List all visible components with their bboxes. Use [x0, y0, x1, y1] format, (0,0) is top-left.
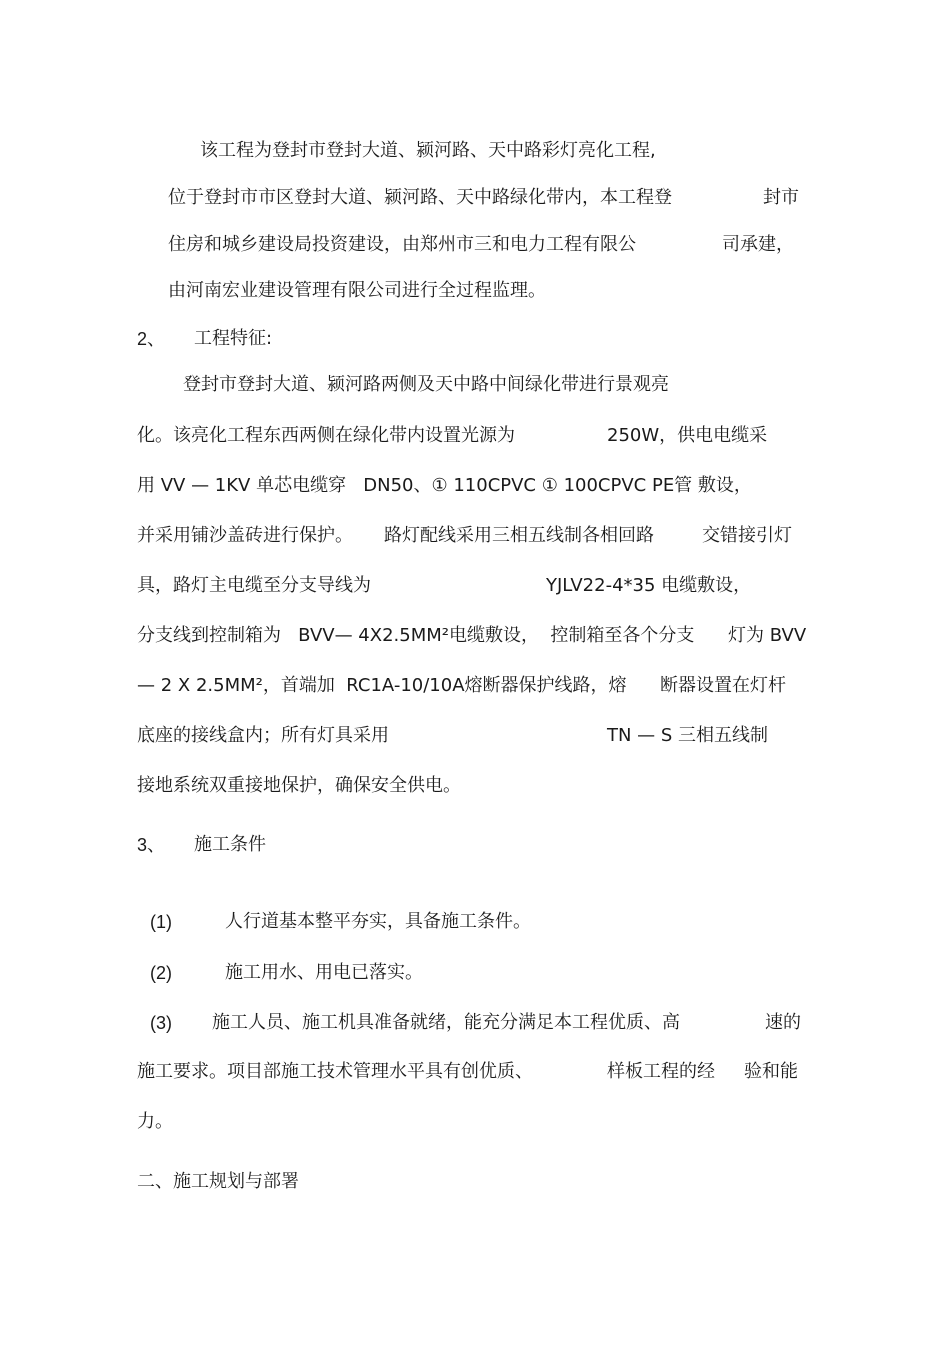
chapter-heading: 二、施工规划与部署: [137, 1171, 299, 1192]
section2-line-4-tail: 交错接引灯: [702, 525, 792, 546]
section2-line-2-tail: 250W，供电电缆采: [607, 425, 768, 446]
section2-line-4: 并采用铺沙盖砖进行保护。: [137, 525, 353, 546]
intro-line-1: 该工程为登封市登封大道、颍河路、天中路彩灯亮化工程,: [200, 140, 656, 161]
list-item-label: (3): [150, 1013, 172, 1033]
section2-line-4-mid: 路灯配线采用三相五线制各相回路: [384, 525, 654, 546]
section2-line-3: 用 VV — 1KV 单芯电缆穿 DN50、① 110CPVC ① 100CPVC PE管 敷设，: [137, 475, 752, 496]
intro-line-2: 位于登封市市区登封大道、颍河路、天中路绿化带内，本工程登: [168, 187, 672, 208]
section-number: 2、: [137, 329, 166, 349]
section3-line-1-mid: 样板工程的经: [607, 1061, 715, 1082]
section2-line-9: 接地系统双重接地保护，确保安全供电。: [137, 775, 461, 796]
list-item-label: (1): [150, 912, 172, 932]
intro-line-3-tail: 司承建，: [722, 234, 794, 255]
section2-line-2: 化。该亮化工程东西两侧在绿化带内设置光源为: [137, 425, 515, 446]
section2-line-6: 分支线到控制箱为 BVV— 4X2.5MM²电缆敷设， 控制箱至各个分支: [137, 625, 695, 646]
list-item-text-tail: 速的: [765, 1012, 801, 1033]
list-item-text: 施工人员、施工机具准备就绪，能充分满足本工程优质、高: [212, 1012, 680, 1033]
intro-line-2-tail: 封市: [763, 187, 799, 208]
section2-line-1: 登封市登封大道、颍河路两侧及天中路中间绿化带进行景观亮: [183, 374, 669, 395]
section-heading: 施工条件: [194, 834, 266, 855]
section-number: 3、: [137, 835, 166, 855]
section3-line-1-tail: 验和能: [744, 1061, 798, 1082]
list-item-text: 人行道基本整平夯实，具备施工条件。: [225, 911, 531, 932]
section2-line-6-tail: 灯为 BVV: [728, 625, 807, 646]
section2-line-8-tail: TN — S 三相五线制: [607, 725, 769, 746]
section-heading: 工程特征:: [194, 328, 273, 349]
section2-line-5: 具，路灯主电缆至分支导线为: [137, 575, 371, 596]
section3-line-2: 力。: [137, 1111, 173, 1132]
list-item-text: 施工用水、用电已落实。: [225, 962, 423, 983]
intro-line-4: 由河南宏业建设管理有限公司进行全过程监理。: [168, 280, 546, 301]
section2-line-7-tail: 断器设置在灯杆: [660, 675, 786, 696]
section2-line-7: — 2 X 2.5MM²，首端加 RC1A-10/10A熔断器保护线路，熔: [137, 675, 627, 696]
intro-line-3: 住房和城乡建设局投资建设，由郑州市三和电力工程有限公: [168, 234, 636, 255]
section2-line-8: 底座的接线盒内；所有灯具采用: [137, 725, 389, 746]
section2-line-5-tail: YJLV22-4*35 电缆敷设，: [546, 575, 752, 596]
list-item-label: (2): [150, 963, 172, 983]
section3-line-1: 施工要求。项目部施工技术管理水平具有创优质、: [137, 1061, 533, 1082]
